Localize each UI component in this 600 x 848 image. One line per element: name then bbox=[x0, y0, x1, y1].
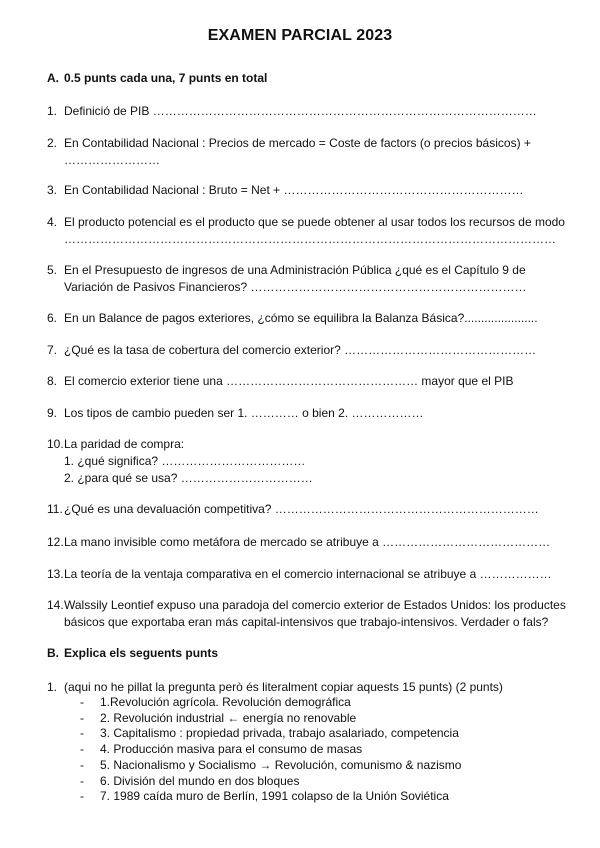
list-item: - 5. Nacionalismo y Socialismo → Revolución, comunismo & nazismo bbox=[80, 757, 462, 772]
list-item: - 4. Producción masiva para el consumo de masas bbox=[80, 742, 363, 757]
question-a4 bbox=[47, 214, 577, 248]
question-text: El comercio exterior tiene una ………………………………………… mayor que el PIB bbox=[64, 374, 514, 388]
bullet-list bbox=[80, 695, 461, 805]
question-a14 bbox=[47, 597, 577, 631]
question-text: ¿Qué es la tasa de cobertura del comercio exterior? ………………………………………… bbox=[64, 343, 537, 357]
question-a5 bbox=[47, 262, 577, 296]
question-a9 bbox=[47, 405, 577, 422]
question-text: La mano invisible como metáfora de mercado se atribuye a …………………………………… bbox=[64, 535, 551, 549]
question-subitem: 1. ¿qué significa? ……………………………… bbox=[64, 454, 306, 468]
list-item: - 7. 1989 caída muro de Berlín, 1991 colapso de la Unión Soviética bbox=[80, 789, 449, 804]
question-text: En un Balance de pagos exteriores, ¿cómo se equilibra la Balanza Básica?...................... bbox=[64, 311, 538, 325]
question-number: 5. bbox=[47, 263, 58, 277]
question-number: 1. bbox=[47, 104, 58, 118]
list-item: - 2. Revolución industrial ← energía no renovable bbox=[80, 710, 357, 725]
question-number: 9. bbox=[47, 406, 58, 420]
question-number: 14. bbox=[47, 598, 64, 612]
question-a7 bbox=[47, 342, 577, 359]
question-text: En Contabilidad Nacional : Precios de mercado = Coste de factors (o precios básicos) + bbox=[64, 136, 531, 150]
list-item: - 3. Capitalismo : propiedad privada, trabajo asalariado, competencia bbox=[80, 726, 459, 741]
question-text: (aqui no he pillat la pregunta però és literalment copiar aquests 15 punts) (2 punts) bbox=[64, 680, 503, 694]
question-a8 bbox=[47, 373, 577, 390]
question-answer-line: …………………… bbox=[64, 153, 160, 167]
question-answer-line: Variación de Pasivos Financieros? …………………………………………………………… bbox=[64, 280, 527, 294]
dash-bullet-icon: - bbox=[80, 757, 84, 772]
question-text: Definició de PIB …………………………………………………………………………………… bbox=[64, 104, 537, 118]
question-text: La teoría de la ventaja comparativa en el comercio internacional se atribuye a ……………… bbox=[64, 567, 552, 581]
question-number: 1. bbox=[47, 680, 58, 694]
question-a2 bbox=[47, 135, 577, 169]
question-text: El producto potencial es el producto que se puede obtener al usar todos los recursos de modo bbox=[64, 215, 565, 229]
question-a12 bbox=[47, 534, 577, 551]
dash-bullet-icon: - bbox=[80, 773, 84, 788]
question-text-continued: básicos que exportaba eran más capital-intensivos que trabajo-intensivos. Verdader o fals? bbox=[64, 615, 549, 629]
question-number: 7. bbox=[47, 343, 58, 357]
question-a1 bbox=[47, 103, 577, 120]
question-number: 13. bbox=[47, 567, 64, 581]
question-answer-line: …………………………………………………………………………………………………………… bbox=[64, 232, 556, 246]
section-b-title: Explica els seguents punts bbox=[64, 646, 219, 660]
question-text: ¿Qué es una devaluación competitiva? ………………………………………………………… bbox=[64, 502, 539, 516]
question-a3 bbox=[47, 182, 577, 199]
question-a11 bbox=[47, 501, 577, 518]
question-text: Los tipos de cambio pueden ser 1. ………… o bien 2. ……………… bbox=[64, 406, 424, 420]
question-number: 2. bbox=[47, 136, 58, 150]
section-b-letter: B. bbox=[47, 646, 59, 660]
question-subitem: 2. ¿para qué se usa? …………………………… bbox=[64, 471, 313, 485]
question-number: 3. bbox=[47, 183, 58, 197]
question-number: 4. bbox=[47, 215, 58, 229]
question-text: La paridad de compra: bbox=[64, 437, 185, 451]
question-number: 11. bbox=[47, 502, 63, 516]
page-title: EXAMEN PARCIAL 2023 bbox=[207, 27, 393, 44]
dash-bullet-icon: - bbox=[80, 789, 84, 804]
dash-bullet-icon: - bbox=[80, 710, 84, 725]
question-b1 bbox=[47, 679, 577, 696]
list-item: - 1.Revolución agrícola. Revolución demográfica bbox=[80, 695, 351, 709]
section-a-heading bbox=[47, 71, 267, 85]
dash-bullet-icon: - bbox=[80, 726, 84, 741]
question-a10 bbox=[47, 436, 577, 487]
question-text: En Contabilidad Nacional : Bruto = Net + …………………………………………………… bbox=[64, 183, 524, 197]
question-number: 12. bbox=[47, 535, 64, 549]
section-b-heading bbox=[47, 646, 218, 660]
question-text: Walssily Leontief expuso una paradoja del comercio exterior de Estados Unidos: los productes bbox=[64, 598, 566, 612]
dash-bullet-icon: - bbox=[80, 742, 84, 757]
list-item: - 6. División del mundo en dos bloques bbox=[80, 773, 300, 788]
section-a-title: 0.5 punts cada una, 7 punts en total bbox=[64, 71, 268, 85]
question-a6 bbox=[47, 310, 577, 327]
question-a13 bbox=[47, 566, 577, 583]
dash-bullet-icon: - bbox=[80, 695, 84, 709]
question-text: En el Presupuesto de ingresos de una Administración Pública ¿qué es el Capítulo 9 de bbox=[64, 263, 526, 277]
question-number: 6. bbox=[47, 311, 58, 325]
question-number: 8. bbox=[47, 374, 58, 388]
section-a-letter: A. bbox=[47, 71, 59, 85]
question-number: 10. bbox=[47, 437, 64, 451]
